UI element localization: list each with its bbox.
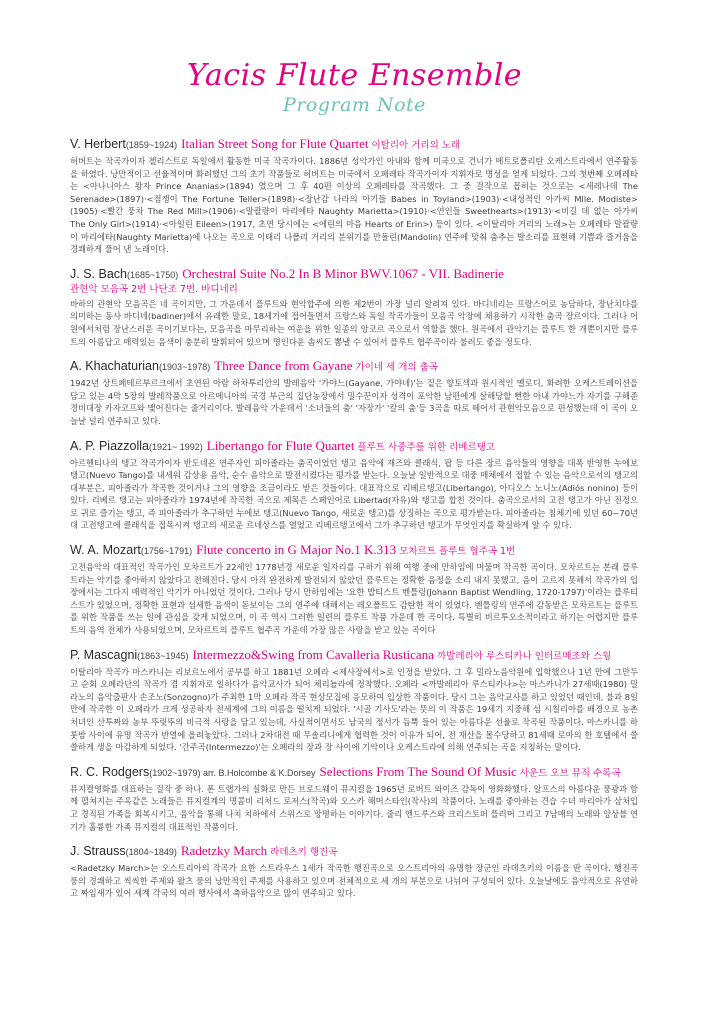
korean-title: 가이네 세 개의 춤곡 (355, 362, 438, 374)
work-title: Radetzky March (180, 843, 268, 859)
program-item-herbert (70, 136, 638, 256)
work-title: Selections From The Sound Of Music (319, 763, 517, 779)
program-item-heading (70, 358, 638, 375)
program-note-text: 허버트는 작곡가이자 첼리스트로 독일에서 활동한 미국 작곡가이다. 1886년 성악가인 아내와 함께 미국으로 건너가 메트로폴리탄 오케스트라에서 연주활동을 하였다. 낭만적이고 선율적이며 화려했던 그의 초기 작품들로 허버트는 미국에서 오페레타 작곡가이자 지휘자로 명성을 얻게 되었다. 그의 첫번째 오페레타는 <아나니아스 왕자 Prince Ananias>(1894) 였으며 그 후 40편 이상의 오페레타를 작곡했다. 그 중 걸작으로 꼽히는 것으로는 <세레나데 The Serenade>(1897)·<점쟁이 The Fortune Teller>(1898)·<장난감 나라의 아기들 Babes in Toyland>(1903)·<내성적인 아가씨 Mlle. Modiste>(1905)·<빨간 풍차 The Red Mill>(1906)·<말괄량이 마리에타 Naughty Marietta>(1910)·<연인들 Sweethearts>(1913)·<비길 데 없는 아가씨 The Only Girl>(1914)·<아일린 Eileen>(1917, 초연 당시에는 <에린의 마음 Hearts of Erin>) 등이 있다. <이탈리아 거리의 노래>는 오페레타 말괄량이 마리에타(Naughty Marietta)에 나오는 곡으로 이태리 나폴리 거리의 분위기를 만돌린(Mandolin) 연주에 맞춰 춤추는 발소리를 표현해 기쁨과 즐거움을 경쾌하게 풀어 낸 노래이다. (70, 156, 638, 255)
program-item-rodgers (70, 764, 638, 833)
program-note-text: 뮤지컬영화를 대표하는 걸작 중 하나. 폰 트랩가의 실화로 만든 브로드웨이 뮤지컬을 1965년 로버트 와이즈 감독이 영화화했다. 알프스의 아름다운 풍광과 함께 펼쳐지는 주옥같은 노래들은 뮤지컬계의 명콤비 리처드 로저스(작곡)와 오스카 해머스타인(작사)의 작품이다. 노래를 좋아하는 견습 수녀 마리아가 삼처입고 경직된 가족을 회복시키고, 음악을 통해 나치 치하에서 스위스로 망명하는 이야기다. 줄리 앤드루스와 크리스토퍼 플러머 그리고 7남매의 노래와 앙상블 연기가 훌륭한 가족 뮤지컬의 대표적인 작품이다. (70, 783, 638, 832)
composer-name: R. C. Rodgers (70, 764, 150, 779)
work-title: Three Dance from Gayane (214, 358, 353, 374)
program-item-heading (70, 542, 638, 559)
program-note-text: 바하의 관현악 모음곡은 네 곡이지만, 그 가운데서 플루트와 현악합주에 의한 제2번이 가장 널리 알려져 있다. 바디네리는 프랑스어로 농담하다, 장난치다를 의미하는 동사 바디네(badiner)에서 유래한 말로, 18세기에 접어들면서 프랑스와 독일 작곡가들이 모음곡 악장에 채용하기 시작한 춤곡 장르이다. 그러나 어원에서처럼 장난스러운 곡이기보다는, 모음곡을 마무리하는 여운을 위한 일종의 앙코르 곡으로서 역할을 했다. 원곡에서 관악기는 플루트 한 개뿐이지만 플루트의 아름답고 매력있는 음색이 충분히 발휘되어 있으며 명인다운 솜씨도 뽐낼 수 있어서 플루트 협주곡이라 불러도 좋을 정도다. (70, 298, 638, 347)
composer-years: (1804~1849) (125, 847, 177, 858)
page-subtitle: Program Note (283, 94, 426, 116)
program-note-text: 고전음악의 대표적인 작곡가인 모차르트가 22세인 1778년경 새로운 일자리를 구하기 위해 여행 중에 만하임에 머물며 작곡한 곡이다. 모차르트는 본래 플루트라는 악기를 좋아하지 않았다고 전해진다. 당시 아직 완전하게 발전되지 않았던 플루트는 정확한 음정을 소리 내지 못했고, 음이 고르지 못해서 작곡가의 입장에서는 그다지 매력적인 악기가 아니었던 것이다. 그러나 당시 만하임에는 '요한 밥티스트 벤틀링(Johann Baptist Wendling, 1720-1797)'이라는 플루티스트가 있었으며, 정확한 표현과 섬세한 음색이 돋보이는 그의 연주에 대해서는 레오폴트도 감탄한 적이 있었다. 벤틀링의 연주에 감동받은 모차르트는 플루트를 위한 작품을 쓰는 일에 관심을 갖게 되었으며, 이 곡 역시 그러한 일련의 플루트 작품 가운데 한 곡이다. 특별히 비르투오소적이라고 하기는 어렵지만 플루트의 음역 전체가 사용되었으며, 모차르트의 플루트 협주곡 가운데 가장 많은 사랑을 받고 있는 곡이다 (70, 562, 638, 636)
program-note-text: 1942년 상트페테르부르크에서 초연된 아람 하차투리안의 발레음악 '가야느(Gayane, 가야네)'는 짙은 향토색과 원시적인 멜로디, 화려한 오케스트레이션을 담고 있는 4막 5장의 발레작품으로 아르메니아의 국경 부근의 집단농장에서 밀수꾼이자 성격이 포악한 남편에게 살해당할 뻔한 아내 가야느가 자기를 구해준 경비대장 카자코프와 맺어진다는 줄거리이다. 발레음악 가운데서 '소녀들의 춤' '자장가' '칼의 춤'등 3곡을 따로 떼어서 관현악모음으로 편성했는데 이 곡이 오늘날 널리 연주되고 있다. (70, 378, 638, 426)
program-item-khachaturian (70, 358, 638, 427)
composer-years: (1756~1791) (140, 546, 193, 557)
program-note-text: <Radetzky March>는 오스트리아의 작곡가 요한 스트라우스 1세가 작곡한 행진곡으로 오스트리아의 유명한 장군인 라데츠키의 이름을 딴 곡이다. 행진곡 풍의 경쾌하고 씩씩한 주제와 왈츠 풍의 낭만적인 주제를 사용하고 있으며 전체적으로 세 개의 부분으로 나뉘어 구성되어 있다. 오늘날에도 음악적으로 유연하고 짜임새가 있어 세계 각국의 여러 행사에서 축하음악으로 많이 연주되고 있다. (70, 863, 638, 899)
program-item-heading (70, 438, 638, 455)
composer-years: (1902~1979) arr. B.Holcombe & K.Dorsey (149, 767, 316, 778)
composer-name: P. Mascagni (70, 647, 138, 662)
program-note-text: 이탈리아 작곡가 마스카니는 리보르노에서 공부를 하고 1881년 오페라 <제사장에서>로 인정을 받았다. 그 후 밀라노음악원에 입학했으나 1년 만에 그만두고 순회 오페라단의 작곡가 겸 지휘자로 일하다가 음악교사가 되어 체리뇰라에 정착했다. 오페라 <까발레리아 루스티카나>는 마스카니가 27세때(1980) 밀라노의 음악출판사 손조노(Sonzogno)가 주최한 1막 오페라 작곡 현상모집에 응모하여 입상한 작품이다. 당시 그는 음악교사를 하고 있었던 때인데, 불과 8일만에 작곡한 이 오페라가 크게 성공하자 전세계에 그의 이름을 떨치게 되었다. '시골 기사도'라는 뜻의 이 작품은 19세기 지중해 섬 시칠리아를 배경으로 농촌처녀인 산투짜와 농부 뚜릿뚜의 비극적 사랑을 담고 있는데, 사실적이면서도 남국의 정서가 듬뿍 들어 있는 아름다운 선율로 작곡된 작품이다. 마스카니를 하룻밤 사이에 유명 작곡가 반열에 올려놓았다. 그러나 2차대전 때 무솔리니에게 협력한 것이 이유가 되어, 전 재산을 몰수당하고 81세때 로마의 한 호텔에서 쓸쓸하게 생을 마감하게 되었다. '간주곡(Intermezzo)'는 오페라의 장과 장 사이에 기악이나 오케스트라에 의해 연주되는 곡을 지칭하는 말이다. (70, 666, 638, 753)
composer-name: A. Khachaturian (70, 359, 159, 374)
composer-years: (1921~ 1992) (148, 441, 203, 452)
program-item-piazzolla (70, 438, 638, 533)
korean-title: 이탈리아 거리의 노래 (371, 140, 461, 151)
korean-title: 플루트 사중주를 위한 리베르탱고 (357, 441, 495, 453)
korean-title: 관현악 모음곡 2번 나단조 7번. 바디네리 (70, 283, 238, 295)
program-list (70, 136, 638, 910)
program-item-mozart (70, 542, 638, 637)
program-item-heading (70, 136, 638, 153)
work-title: Orchestral Suite No.2 In B Minor BWV.1067 - VII. Badinerie (182, 265, 504, 281)
composer-name: W. A. Mozart (70, 543, 141, 558)
korean-title: 까발레리아 루스티카나 인터르메조와 스윙 (436, 650, 612, 662)
composer-name: J. Strauss (70, 844, 126, 859)
composer-name: V. Herbert (70, 137, 126, 151)
composer-years: (1863~1945) (137, 650, 189, 661)
program-item-heading (70, 647, 638, 664)
work-title: Libertango for Flute Quartet (206, 437, 355, 453)
work-title: Intermezzo&Swing from Cavalleria Rusticana (192, 646, 434, 662)
korean-title: 모차르트 플루트 협주곡 1번 (399, 546, 516, 558)
program-note-text: 아르헨티나의 탱고 작곡가이자 반도네온 연주자인 피아졸라는 춤곡이었던 탱고 음악에 재즈와 클래식, 팝 등 다른 장르 음악들의 영향을 대폭 반영한 누에보 탱고(Nuevo Tango)를 내세워 감상용 음악, 순수 음악으로 발전시켰다는 평가를 받는다. 오늘날 일반적으로 대중 매체에서 접할 수 있는 음악으로서의 탱고의 대부분은, 피아졸라가 작곡한 것이거나 그의 영향을 조금이라도 받은 것들이다. 대표작으로 리베르탱고(Libertango), 아디오스 노니노(Adiós nonino) 등이 있다. 리베르 탱고는 피아졸라가 1974년에 작곡한 곡으로 제목은 스페인어로 Libertad(자유)와 탱고를 합친 것이다. 춤곡으로서의 고전 탱고가 아닌 진정으로 귀로 즐기는 탱고, 즉 피아졸라가 추구하던 누에보 탱고(Nuevo Tango, 새로운 탱고)를 상징하는 곡으로 평가받는다. 피아졸라는 침체기에 있던 60~70년대 고전탱고에 클래식을 접목시켜 탱고의 새로운 르네상스를 열었고 리베르탱고에서 그가 추구하던 탱고가 무엇인지를 확실하게 알 수 있다. (70, 457, 638, 531)
program-item-heading (70, 764, 638, 781)
composer-years: (1903~1978) (158, 362, 211, 373)
program-item-bach (70, 266, 638, 348)
work-title: Flute concerto in G Major No.1 K.313 (196, 542, 397, 558)
korean-title: 라데츠키 행진곡 (270, 847, 338, 859)
program-item-heading (70, 266, 638, 283)
program-item-strauss (70, 843, 638, 900)
program-item-mascagni (70, 647, 638, 754)
composer-years: (1859~1924) (125, 140, 178, 150)
work-title: Italian Street Song for Flute Quartet (181, 136, 369, 151)
korean-title: 사운드 오브 뮤직 수록곡 (519, 767, 621, 779)
program-item-heading (70, 843, 638, 860)
page-title: Yacis Flute Ensemble (186, 58, 523, 93)
composer-name: A. P. Piazzolla (70, 438, 149, 453)
composer-name: J. S. Bach (70, 266, 127, 281)
composer-years: (1685~1750) (126, 269, 179, 280)
